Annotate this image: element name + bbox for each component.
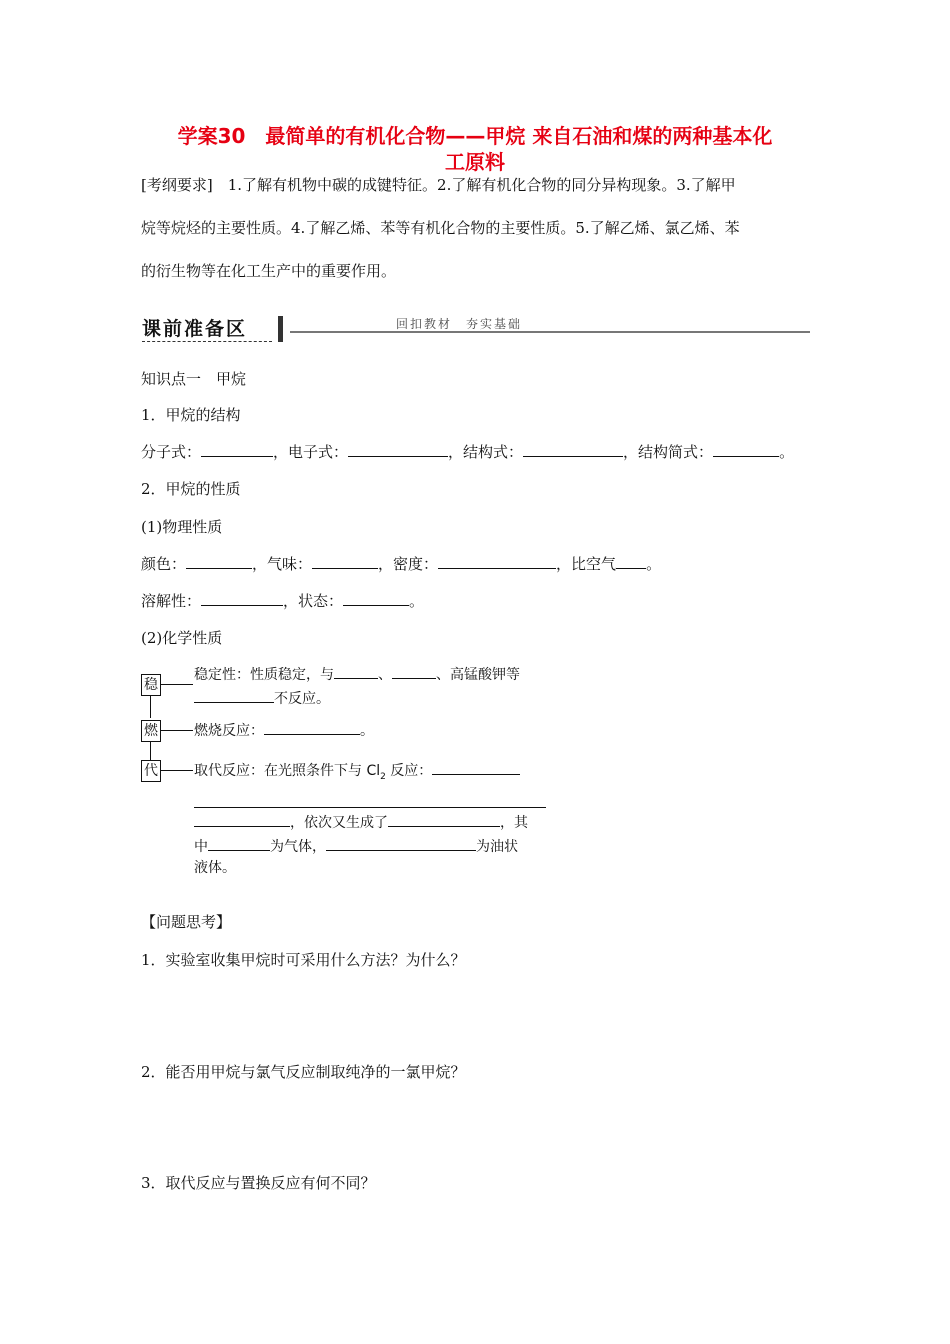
stable-text-a: 稳定性：性质稳定，与 xyxy=(194,667,334,683)
substitution-text-g: 为油状 xyxy=(476,839,518,855)
electron-formula-blank[interactable] xyxy=(348,442,448,457)
density-label: ，密度： xyxy=(378,555,439,573)
question-2: 2．能否用甲烷与氯气反应制取纯净的一氯甲烷？ xyxy=(141,1063,466,1081)
substitution-blank-2[interactable] xyxy=(194,812,290,827)
page-title-line2: 工原料 xyxy=(445,150,505,174)
stable-line2 xyxy=(194,688,330,709)
substitution-text-f: 为气体， xyxy=(270,839,326,855)
box-stable: 稳 xyxy=(141,674,161,696)
box-substitution: 代 xyxy=(141,760,161,782)
substitution-text-b: 反应： xyxy=(385,763,433,779)
molecular-formula-blank[interactable] xyxy=(201,442,273,457)
solubility-label: 溶解性： xyxy=(141,592,202,610)
section-rule xyxy=(290,331,810,333)
section-bar xyxy=(278,316,283,342)
section-dash-underline xyxy=(142,341,272,342)
smell-blank[interactable] xyxy=(312,554,378,569)
simple-formula-blank[interactable] xyxy=(713,442,779,457)
physical1-end: 。 xyxy=(646,555,662,573)
structural-formula-label: ，结构式： xyxy=(448,443,524,461)
combustion-end: 。 xyxy=(360,723,374,739)
substitution-blank-line[interactable] xyxy=(194,807,546,808)
substitution-text-a: 取代反应：在光照条件下与 Cl xyxy=(194,763,381,779)
stable-blank-1[interactable] xyxy=(334,664,378,679)
stable-blank-3[interactable] xyxy=(194,688,274,703)
solubility-blank[interactable] xyxy=(201,591,283,606)
state-label: ，状态： xyxy=(283,592,344,610)
substitution-line3 xyxy=(194,836,518,857)
dash-combustion xyxy=(161,730,193,731)
density-blank[interactable] xyxy=(438,554,556,569)
chemical-property-diagram xyxy=(140,660,560,880)
substitution-text-e: 中 xyxy=(194,839,208,855)
question-3: 3．取代反应与置换反应有何不同？ xyxy=(141,1174,376,1192)
chemical-heading: (2)化学性质 xyxy=(141,629,223,647)
combustion-line xyxy=(194,720,374,741)
substitution-blank-4[interactable] xyxy=(208,836,270,851)
stable-text-c: 、高锰酸钾等 xyxy=(436,667,520,683)
dash-substitution xyxy=(161,770,193,771)
box-combustion: 燃 xyxy=(141,720,161,742)
stable-line1 xyxy=(194,664,520,685)
requirements-label: [考纲要求] xyxy=(141,176,213,194)
smell-label: ，气味： xyxy=(252,555,313,573)
physical-heading: (1)物理性质 xyxy=(141,518,223,536)
connector-1 xyxy=(150,696,151,718)
connector-2 xyxy=(150,742,151,760)
electron-formula-label: ，电子式： xyxy=(273,443,349,461)
knowledge-heading: 知识点一 甲烷 xyxy=(141,370,247,388)
air-label: ，比空气 xyxy=(556,555,617,573)
stable-text-b: 、 xyxy=(378,667,392,683)
substitution-line4: 液体。 xyxy=(194,860,236,876)
section-title: 课前准备区 xyxy=(142,318,248,340)
questions-heading: 【问题思考】 xyxy=(141,913,232,931)
requirements-line3: 的衍生物等在化工生产中的重要作用。 xyxy=(141,262,397,280)
substitution-blank-5[interactable] xyxy=(326,836,476,851)
substitution-line1 xyxy=(194,760,520,787)
physical-line2 xyxy=(141,591,811,612)
requirements-text1: 1.了解有机物中碳的成键特征。2.了解有机化合物的同分异构现象。3.了解甲 xyxy=(212,176,736,194)
dash-stable xyxy=(161,684,193,685)
physical2-end: 。 xyxy=(409,592,425,610)
substitution-text-c: ，依次又生成了 xyxy=(290,815,388,831)
page-title: 学案30 最简单的有机化合物——甲烷 来自石油和煤的两种基本化 xyxy=(177,124,773,148)
substitution-line2 xyxy=(194,812,528,833)
substitution-blank-3[interactable] xyxy=(388,812,500,827)
state-blank[interactable] xyxy=(343,591,409,606)
requirements xyxy=(141,164,813,293)
stable-blank-2[interactable] xyxy=(392,664,436,679)
substitution-blank-1[interactable] xyxy=(432,760,520,775)
combustion-blank[interactable] xyxy=(264,720,360,735)
cl2-subscript: 2 xyxy=(380,771,386,782)
simple-formula-label: ，结构简式： xyxy=(623,443,714,461)
substitution-text-d: ，其 xyxy=(500,815,528,831)
structure-line xyxy=(141,442,811,463)
requirements-line2: 烷等烷烃的主要性质。4.了解乙烯、苯等有机化合物的主要性质。5.了解乙烯、氯乙烯、苯 xyxy=(141,219,740,237)
requirements-line1 xyxy=(141,164,813,207)
stable-text-d: 不反应。 xyxy=(274,691,330,707)
color-blank[interactable] xyxy=(186,554,252,569)
air-blank[interactable] xyxy=(616,554,646,569)
structure-end: 。 xyxy=(779,443,795,461)
section-subtitle: 回扣教材 夯实基础 xyxy=(396,317,523,331)
molecular-formula-label: 分子式： xyxy=(141,443,202,461)
property-heading: 2．甲烷的性质 xyxy=(141,480,241,498)
question-1: 1．实验室收集甲烷时可采用什么方法？为什么？ xyxy=(141,951,466,969)
structure-heading: 1．甲烷的结构 xyxy=(141,406,241,424)
physical-line1 xyxy=(141,554,811,575)
color-label: 颜色： xyxy=(141,555,187,573)
structural-formula-blank[interactable] xyxy=(523,442,623,457)
combustion-text: 燃烧反应： xyxy=(194,723,264,739)
